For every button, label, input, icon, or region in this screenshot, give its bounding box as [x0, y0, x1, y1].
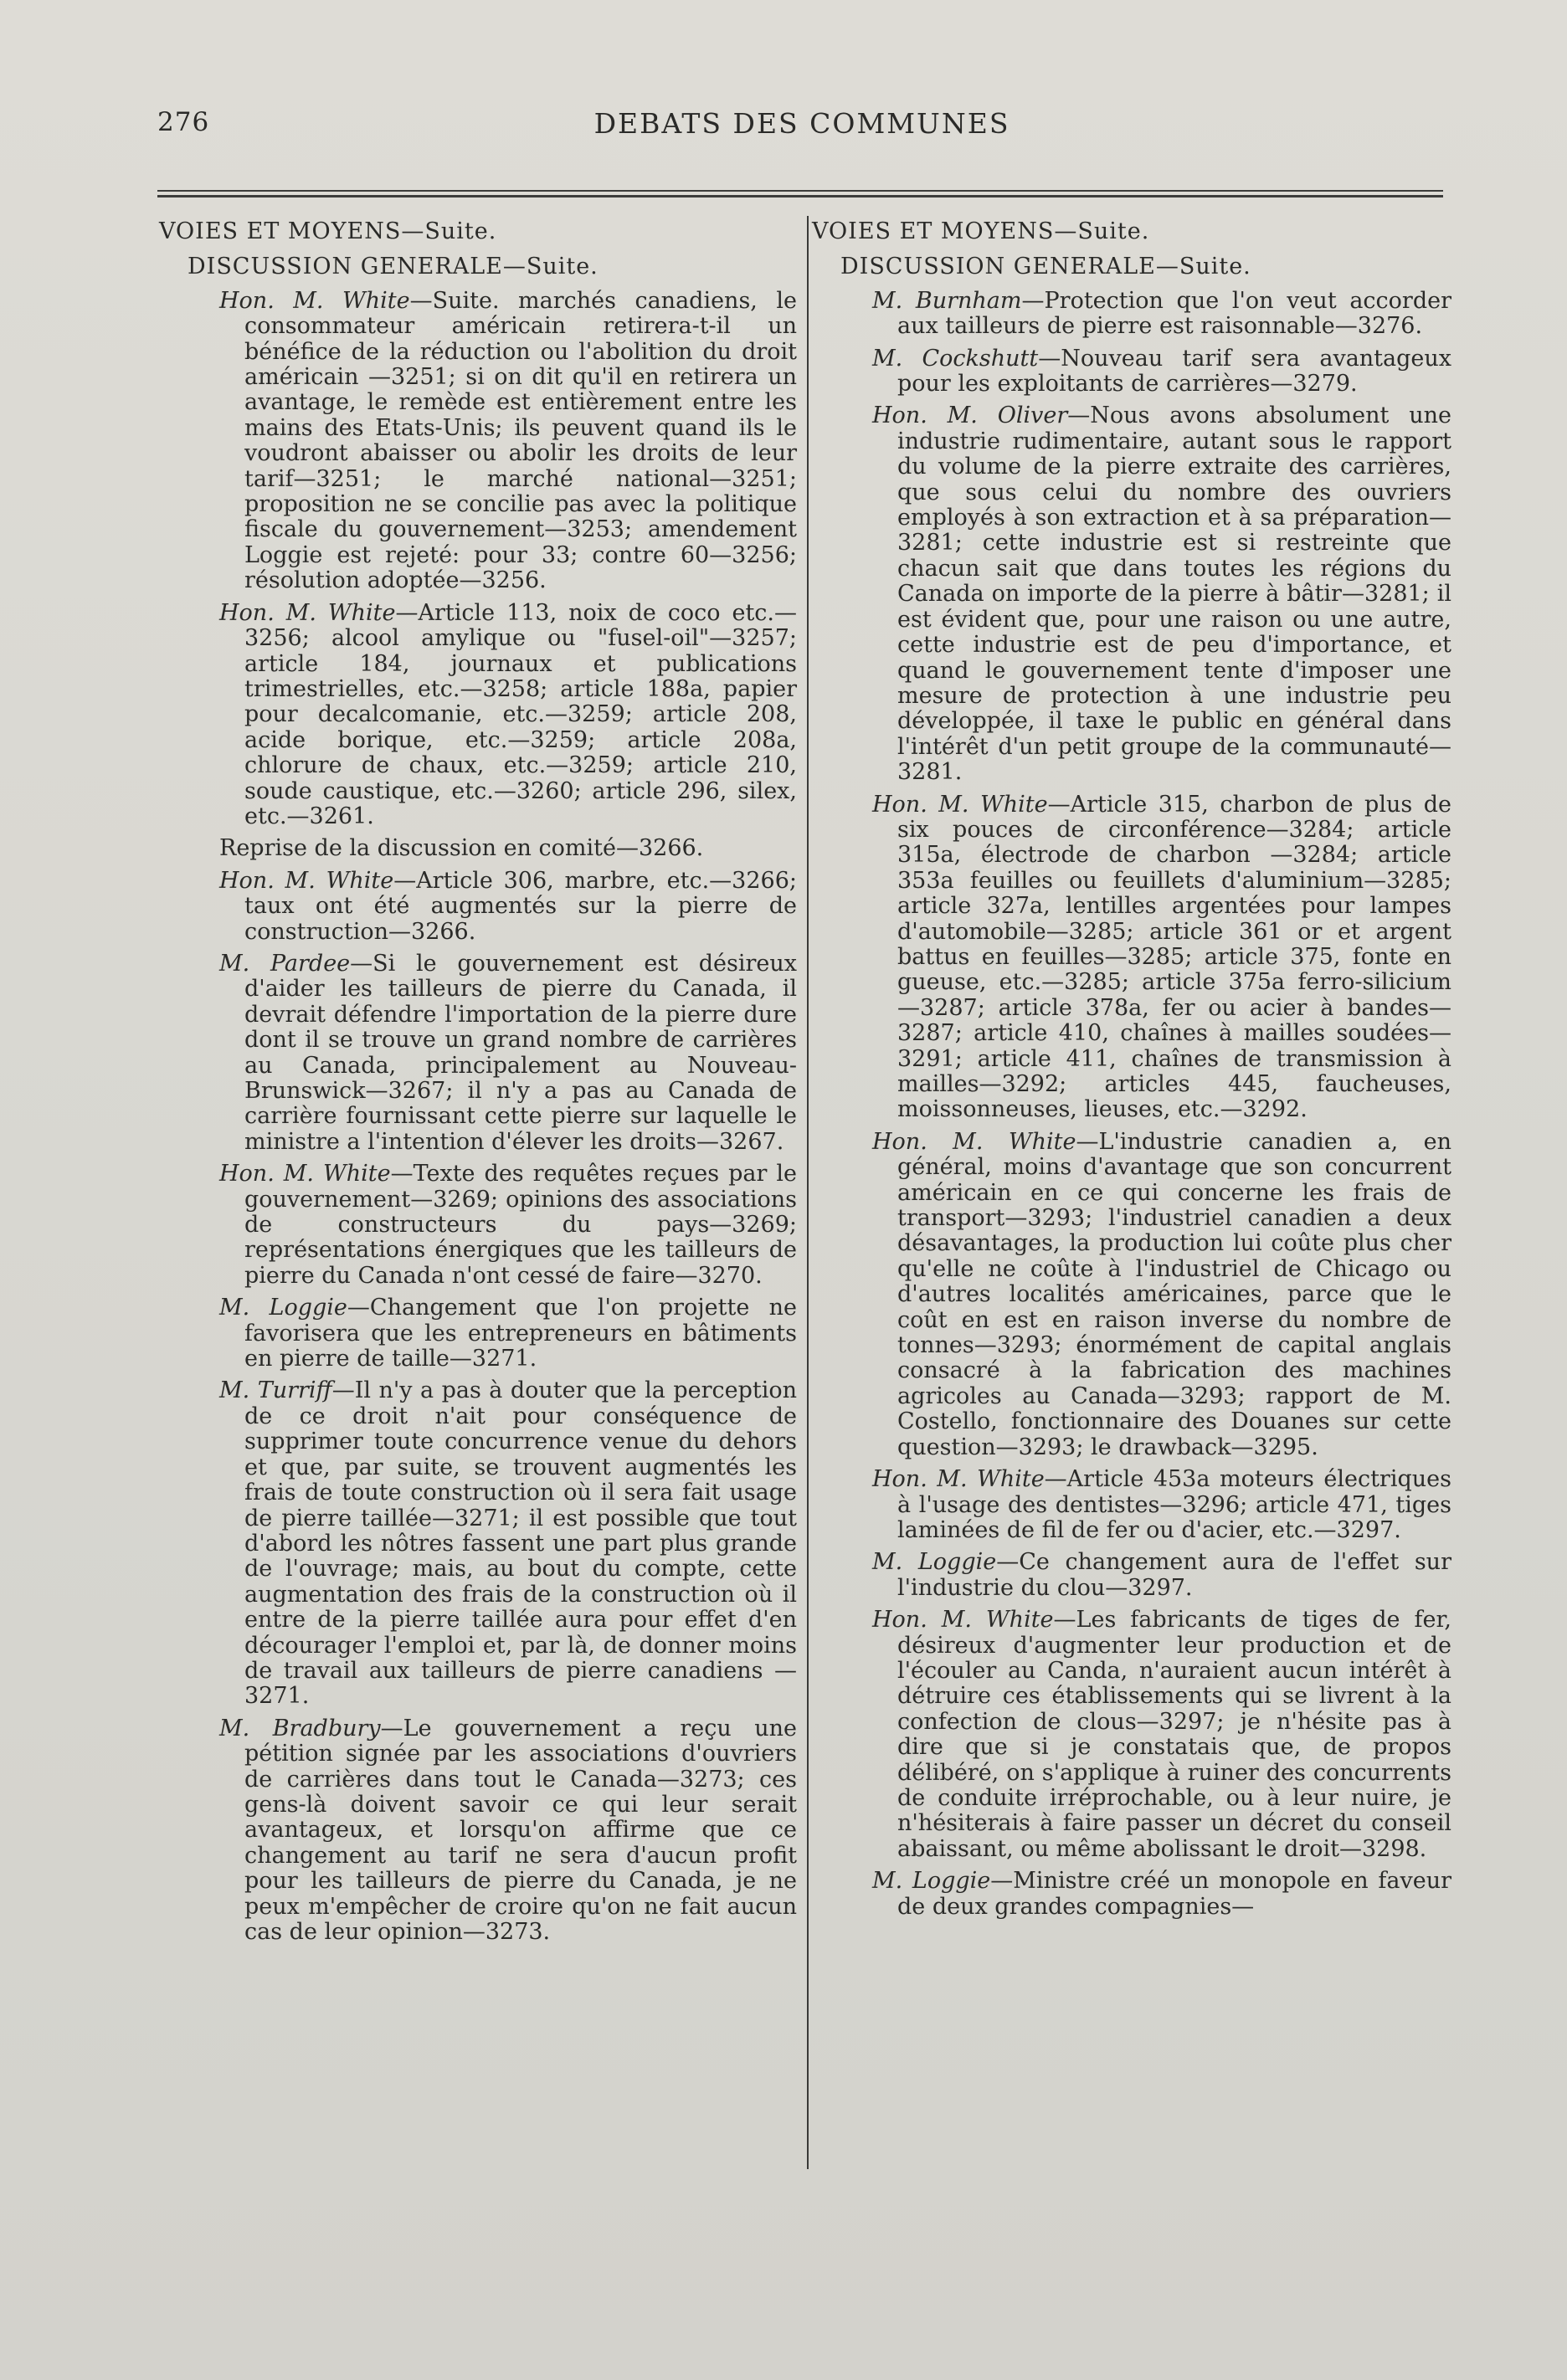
index-entry: [872, 1550, 1451, 1601]
index-entry: [872, 346, 1451, 398]
index-entry: [219, 1162, 797, 1289]
index-entry: [219, 836, 797, 861]
index-entry: [872, 1467, 1451, 1543]
speaker-name: Hon. M. White: [219, 287, 410, 314]
speaker-name: Hon. M. White: [872, 1128, 1076, 1155]
speaker-name: M. Pardee: [219, 950, 351, 977]
speaker-name: Hon. M. White: [219, 599, 396, 626]
entry-text: —Ministre créé un monopole en faveur de deux grandes compagnies—: [897, 1868, 1451, 1920]
index-entry: [219, 1716, 797, 1946]
speaker-name: Hon. M. Oliver: [872, 403, 1068, 429]
index-entry: [219, 601, 797, 830]
page-header: [157, 107, 1446, 149]
index-entry: [219, 951, 797, 1155]
entry-text: —Article 306, marbre, etc.—3266; taux ont été augmentés sur la pierre de construction—3266.: [244, 867, 797, 945]
header-rule-thin: [157, 190, 1443, 192]
entry-text: —Le gouvernement a reçu une pétition signée par les associations d'ouvriers de carrières dans tout le Canada—3273; ces gens-là doivent savoir ce qui leur serait avantageux, et lorsqu'on affirme que ce changement au tarif ne sera d'aucun profit pour les tailleurs de pierre du Canada, je ne peux m'empêcher de croire qu'on ne fait aucun cas de leur opinion—3273.: [244, 1715, 797, 1945]
index-entry: [219, 1378, 797, 1709]
index-entry: [872, 1869, 1451, 1920]
index-entry: [219, 869, 797, 945]
speaker-name: Hon. M. White: [219, 867, 394, 894]
section-title: VOIES ET MOYENS—Suite.: [159, 218, 497, 244]
entry-text: —Texte des requêtes reçues par le gouvernement—3269; opinions des associations de constructeurs du pays—3269; représentations énergiques que les tailleurs de pierre du Canada n'ont cessé de faire—3270.: [244, 1161, 797, 1289]
index-entry: [219, 289, 797, 594]
entry-text: —Article 315, charbon de plus de six pouces de circonférence—3284; article 315a, électrode de charbon —3284; article 353a feuilles ou feuillets d'aluminium—3285; article 327a, lentilles argentées pour lampes d'automobile—3285; article 361 or et argent battus en feuilles—3285; article 375, fonte en gueuse, etc.—3285; article 375a ferro-silicium—3287; article 378a, fer ou acier à bandes—3287; article 410, chaînes à mailles soudées—3291; article 411, chaînes de transmission à mailles—3292; articles 445, faucheuses, moissonneuses, lieuses, etc.—3292.: [897, 791, 1451, 1123]
speaker-name: M. Loggie: [872, 1549, 997, 1576]
entry-text: —Si le gouvernement est désireux d'aider les tailleurs de pierre du Canada, il devrait défendre l'importation de la pierre dure dont il se trouve un grand nombre de carrières au Canada, principalement au Nouveau-Brunswick—3267; il n'y a pas au Canada de carrière fournissant cette pierre sur laquelle le ministre a l'intention d'élever les droits—3267.: [244, 950, 797, 1155]
entry-text: —L'industrie canadien a, en général, moins d'avantage que son concurrent américain en ce qui concerne les frais de transport—3293; l'industriel canadien a deux désavantages, la production lui coûte plus cher qu'elle ne coûte à l'industriel de Chicago ou d'autres localités américaines, parce que le coût en est en raison inverse du nombre de tonnes—3293; énormément de capital anglais consacré à la fabrication des machines agricoles au Canada—3293; rapport de M. Costello, fonctionnaire des Douanes sur cette question—3293; le drawback—3295.: [897, 1128, 1451, 1460]
entry-list: [159, 289, 799, 1946]
speaker-name: Hon. M. White: [872, 791, 1048, 818]
speaker-name: M. Bradbury: [219, 1715, 381, 1741]
speaker-name: M. Loggie: [872, 1868, 991, 1895]
index-entry: [872, 792, 1451, 1123]
entry-text: —Article 453a moteurs électriques à l'usage des dentistes—3296; article 471, tiges laminées de fil de fer ou d'acier, etc.—3297.: [897, 1466, 1451, 1543]
entry-text: Reprise de la discussion en comité—3266.: [219, 835, 704, 862]
speaker-name: M. Loggie: [219, 1295, 347, 1321]
index-entry: [872, 1608, 1451, 1862]
section-title: VOIES ET MOYENS—Suite.: [812, 218, 1150, 244]
entry-text: —Nous avons absolument une industrie rudimentaire, autant sous le rapport du volume de la pierre extraite des carrières, que sous celui du nombre des ouvriers employés à son extraction et à sa préparation—3281; cette industrie est si restreinte que chacun sait que dans toutes les régions du Canada on importe de la pierre à bâtir—3281; il est évident que, pour une raison ou une autre, cette industrie est de peu d'importance, et quand le gouvernement tente d'imposer une mesure de protection à une industrie peu développée, il taxe le public en général dans l'intérêt d'un petit groupe de la communauté—3281.: [897, 403, 1451, 786]
header-rule-thick: [157, 195, 1443, 197]
speaker-name: Hon. M. White: [219, 1161, 391, 1187]
running-title: DEBATS DES COMMUNES: [593, 107, 1010, 140]
index-entry: [872, 1130, 1451, 1460]
left-column: [159, 219, 799, 1952]
speaker-name: M. Cockshutt: [872, 345, 1039, 372]
entry-text: —Suite. marchés canadiens, le consommateur américain retirera-t-il un bénéfice de la réduction ou l'abolition du droit américain —3251; si on dit qu'il en retirera un avantage, le remède est entièrement entre les mains des Etats-Unis; ils peuvent quand ils le voudront abaisser ou abolir les droits de leur tarif—3251; le marché national—3251; proposition ne se concilie pas avec la politique fiscale du gouvernement—3253; amendement Loggie est rejeté: pour 33; contre 60—3256; résolution adoptée—3256.: [244, 287, 797, 594]
speaker-name: Hon. M. White: [872, 1607, 1054, 1634]
entry-list: [812, 289, 1452, 1920]
entry-text: —Article 113, noix de coco etc.—3256; alcool amylique ou "fusel-oil"—3257; article 184, journaux et publications trimestrielles, etc.—3258; article 188a, papier pour decalcomanie, etc.—3259; article 208, acide borique, etc.—3259; article 208a, chlorure de chaux, etc.—3259; article 210, soude caustique, etc.—3260; article 296, silex, etc.—3261.: [244, 599, 797, 829]
entry-text: —Ce changement aura de l'effet sur l'industrie du clou—3297.: [897, 1549, 1451, 1601]
page-number: 276: [157, 107, 210, 137]
entry-text: —Les fabricants de tiges de fer, désireux d'augmenter leur production et de l'écouler au Canda, n'auraient aucun intérêt à détruire ces établissements qui se livrent à la confection de clous—3297; je n'hésite pas à dire que si je constatais que, de propos délibéré, on s'applique à ruiner des concurrents de conduite irréprochable, ou à leur nuire, je n'hésiterais à faire passer un décret du conseil abaissant, ou même abolissant le droit—3298.: [897, 1607, 1451, 1862]
sub-title: DISCUSSION GENERALE—Suite.: [188, 254, 599, 280]
speaker-name: M. Turriff: [219, 1377, 332, 1404]
column-divider: [807, 216, 809, 2169]
entry-text: —Changement que l'on projette ne favorisera que les entrepreneurs en bâtiments en pierre de taille—3271.: [244, 1295, 797, 1372]
entry-text: —Nouveau tarif sera avantageux pour les exploitants de carrières—3279.: [897, 345, 1452, 398]
entry-text: —Il n'y a pas à douter que la perception de ce droit n'ait pour conséquence de supprimer toute concurrence venue du dehors et que, par suite, se trouvent augmentés les frais de toute construction où il sera fait usage de pierre taillée—3271; il est possible que tout d'abord les nôtres fassent une part plus grande de l'ouvrage; mais, au bout du compte, cette augmentation des frais de la construction où il entre de la pierre taillée aura pour effet d'en décourager l'emploi et, par là, de donner moins de travail aux tailleurs de pierre canadiens —3271.: [244, 1377, 797, 1710]
entry-text: —Protection que l'on veut accorder aux tailleurs de pierre est raisonnable—3276.: [897, 287, 1451, 340]
speaker-name: M. Burnham: [872, 287, 1022, 314]
right-column: [812, 219, 1452, 1926]
index-entry: [872, 289, 1451, 340]
index-entry: [872, 403, 1451, 785]
speaker-name: Hon. M. White: [872, 1466, 1045, 1493]
sub-title: DISCUSSION GENERALE—Suite.: [840, 254, 1251, 280]
index-entry: [219, 1295, 797, 1372]
